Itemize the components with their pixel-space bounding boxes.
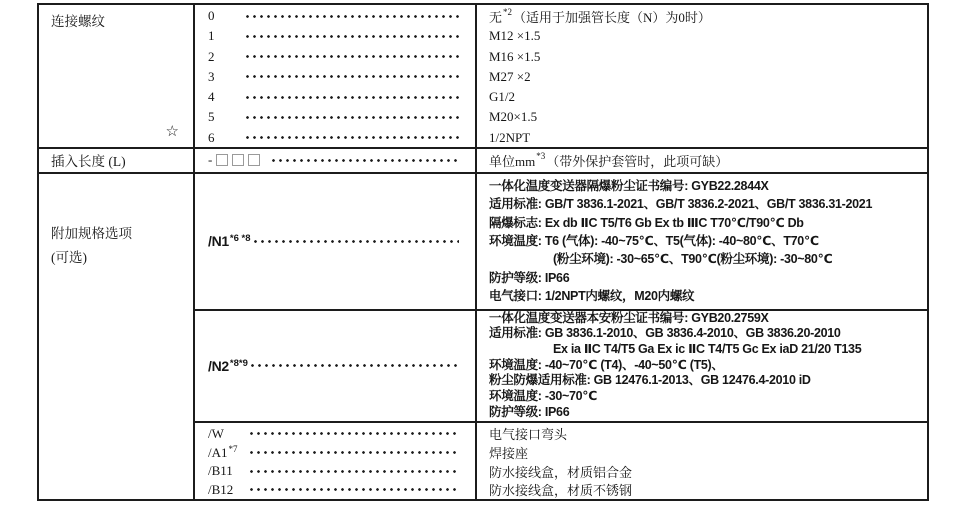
length-code-prefix: - bbox=[208, 152, 213, 168]
thread-code-line bbox=[195, 26, 475, 46]
code-text: /B12 bbox=[208, 481, 234, 497]
thread-code-cell bbox=[195, 5, 477, 147]
dot-leader bbox=[248, 443, 459, 462]
options-subrows bbox=[195, 174, 927, 499]
thread-desc-cell bbox=[477, 5, 927, 147]
dot-leader bbox=[244, 47, 459, 67]
code-text: /N1 bbox=[208, 233, 229, 250]
n2-line: 一体化温度变送器本安粉尘证书编号: GYB20.2759X bbox=[489, 310, 769, 325]
additional-options-row bbox=[39, 174, 927, 499]
n2-line: 环境温度: -40~70℃ (T4)、-40~50℃ (T5)、 bbox=[489, 357, 724, 372]
code-text: /W bbox=[208, 425, 224, 441]
misc-desc: 电气接口弯头 bbox=[489, 427, 568, 443]
n2-desc-cell bbox=[477, 311, 927, 421]
n1-line: 电气接口: 1/2NPT内螺纹，M20内螺纹 bbox=[489, 289, 695, 304]
ordering-spec-table bbox=[37, 3, 929, 501]
n1-desc-block bbox=[477, 174, 927, 309]
n1-line: 一体化温度变送器隔爆粉尘证书编号: GYB22.2844X bbox=[489, 178, 769, 193]
misc-desc: 焊接座 bbox=[489, 446, 529, 462]
additional-options-label: 附加规格选项 bbox=[51, 225, 132, 241]
misc-code-line bbox=[195, 480, 475, 499]
footnote-sup: *6 *8 bbox=[229, 233, 251, 245]
n2-code-cell bbox=[195, 311, 477, 421]
dot-leader bbox=[252, 174, 460, 309]
misc-desc: 防水接线盒，材质铝合金 bbox=[489, 464, 633, 480]
desc-rest: （带外保护套管时，此项可缺） bbox=[546, 153, 729, 169]
footnote-sup: *7 bbox=[228, 444, 238, 455]
misc-code bbox=[208, 482, 248, 498]
thread-code: 2 bbox=[208, 48, 215, 64]
misc-code-line bbox=[195, 462, 475, 481]
dot-leader bbox=[244, 6, 459, 26]
misc-code-column bbox=[195, 423, 475, 499]
n2-line: 粉尘防爆适用标准: GB 12476.1-2013、GB 12476.4-2010 iD bbox=[489, 373, 811, 388]
row-label-cell bbox=[39, 149, 195, 172]
insertion-length-label: 插入长度 (L) bbox=[51, 154, 126, 170]
dot-leader bbox=[244, 67, 459, 87]
row-label-cell bbox=[39, 174, 195, 499]
thread-desc bbox=[477, 107, 927, 127]
desc-text: 单位mm bbox=[489, 153, 536, 169]
thread-code-line bbox=[195, 67, 475, 87]
n1-desc-cell bbox=[477, 174, 927, 309]
length-digit-box bbox=[216, 154, 228, 166]
thread-desc bbox=[477, 128, 927, 148]
n2-code bbox=[208, 358, 249, 374]
desc-text: 无 bbox=[489, 9, 503, 25]
desc-text: G1/2 bbox=[489, 89, 515, 105]
connection-thread-row bbox=[39, 5, 927, 149]
desc-text: M20×1.5 bbox=[489, 109, 538, 125]
misc-desc-column bbox=[477, 423, 927, 499]
n1-line: 隔爆标志: Ex db ⅡC T5/T6 Gb Ex tb ⅢC T70℃/T90℃ Db bbox=[489, 215, 804, 230]
option-n1-subrow bbox=[195, 174, 927, 311]
desc-rest: （适用于加强管长度（N）为0时） bbox=[513, 9, 711, 25]
code-text: /A1 bbox=[208, 444, 228, 460]
connection-thread-label: 连接螺纹 bbox=[51, 14, 105, 29]
footnote-sup: *2 bbox=[503, 6, 513, 17]
dot-leader bbox=[244, 128, 459, 148]
option-n2-subrow bbox=[195, 311, 927, 423]
n1-line: (粉尘环境): -30~65℃、T90℃(粉尘环境): -30~80℃ bbox=[553, 252, 833, 267]
desc-text: M16 ×1.5 bbox=[489, 48, 541, 64]
thread-code: 5 bbox=[208, 109, 215, 125]
misc-code-cell bbox=[195, 423, 477, 499]
thread-desc bbox=[477, 26, 927, 46]
dot-leader bbox=[270, 149, 459, 172]
misc-desc: 防水接线盒，材质不锈钢 bbox=[489, 483, 633, 499]
misc-desc-cell bbox=[477, 423, 927, 499]
option-misc-subrow bbox=[195, 423, 927, 499]
n2-line: 环境温度: -30~70℃ bbox=[489, 389, 598, 404]
dot-leader bbox=[248, 425, 459, 444]
misc-code bbox=[208, 463, 248, 479]
thread-code-line bbox=[195, 107, 475, 127]
length-digit-box bbox=[232, 154, 244, 166]
dot-leader bbox=[249, 311, 459, 421]
misc-code bbox=[208, 445, 248, 461]
length-digit-box bbox=[248, 154, 260, 166]
code-text: /N2 bbox=[208, 357, 229, 374]
desc-text: M27 ×2 bbox=[489, 68, 531, 84]
thread-desc bbox=[477, 6, 927, 26]
length-code-cell bbox=[195, 149, 477, 172]
star-icon: ☆ bbox=[165, 124, 179, 140]
misc-code-line bbox=[195, 443, 475, 462]
desc-text: 1/2NPT bbox=[489, 129, 531, 145]
thread-code: 1 bbox=[208, 28, 215, 44]
n2-desc-block bbox=[477, 311, 927, 421]
desc-text: M12 ×1.5 bbox=[489, 28, 541, 44]
thread-desc bbox=[477, 47, 927, 67]
n1-line: 防护等级: IP66 bbox=[489, 270, 570, 285]
thread-code: 6 bbox=[208, 129, 215, 145]
thread-code-line bbox=[195, 6, 475, 26]
n1-code bbox=[208, 233, 252, 249]
code-text: /B11 bbox=[208, 463, 233, 479]
row-label-cell bbox=[39, 5, 195, 147]
thread-code: 0 bbox=[208, 8, 215, 24]
thread-code: 4 bbox=[208, 89, 215, 105]
n2-line: Ex ia ⅡC T4/T5 Ga Ex ic ⅡC T4/T5 Gc Ex iaD 21/20 T135 bbox=[553, 342, 862, 357]
thread-code-line bbox=[195, 47, 475, 67]
length-desc-cell bbox=[477, 149, 927, 172]
misc-code bbox=[208, 426, 248, 442]
dot-leader bbox=[244, 107, 459, 127]
n1-line: 环境温度: T6 (气体): -40~75℃、T5(气体): -40~80℃、T70℃ bbox=[489, 233, 819, 248]
n2-line: 防护等级: IP66 bbox=[489, 404, 570, 419]
insertion-length-row bbox=[39, 149, 927, 174]
thread-desc bbox=[477, 67, 927, 87]
footnote-sup: *3 bbox=[536, 150, 546, 161]
misc-code-line bbox=[195, 425, 475, 444]
footnote-sup: *8*9 bbox=[229, 357, 248, 369]
n1-code-cell bbox=[195, 174, 477, 309]
n1-line: 适用标准: GB/T 3836.1-2021、GB/T 3836.2-2021、GB/T 3836.31-2021 bbox=[489, 197, 873, 212]
thread-desc bbox=[477, 87, 927, 107]
thread-code-line bbox=[195, 128, 475, 148]
dot-leader bbox=[244, 87, 459, 107]
thread-code-line bbox=[195, 87, 475, 107]
dot-leader bbox=[244, 26, 459, 46]
additional-options-sublabel: (可选) bbox=[51, 249, 87, 265]
n2-line: 适用标准: GB 3836.1-2010、GB 3836.4-2010、GB 3836.20-2010 bbox=[489, 326, 841, 341]
dot-leader bbox=[248, 480, 459, 499]
thread-code: 3 bbox=[208, 68, 215, 84]
dot-leader bbox=[248, 462, 459, 481]
